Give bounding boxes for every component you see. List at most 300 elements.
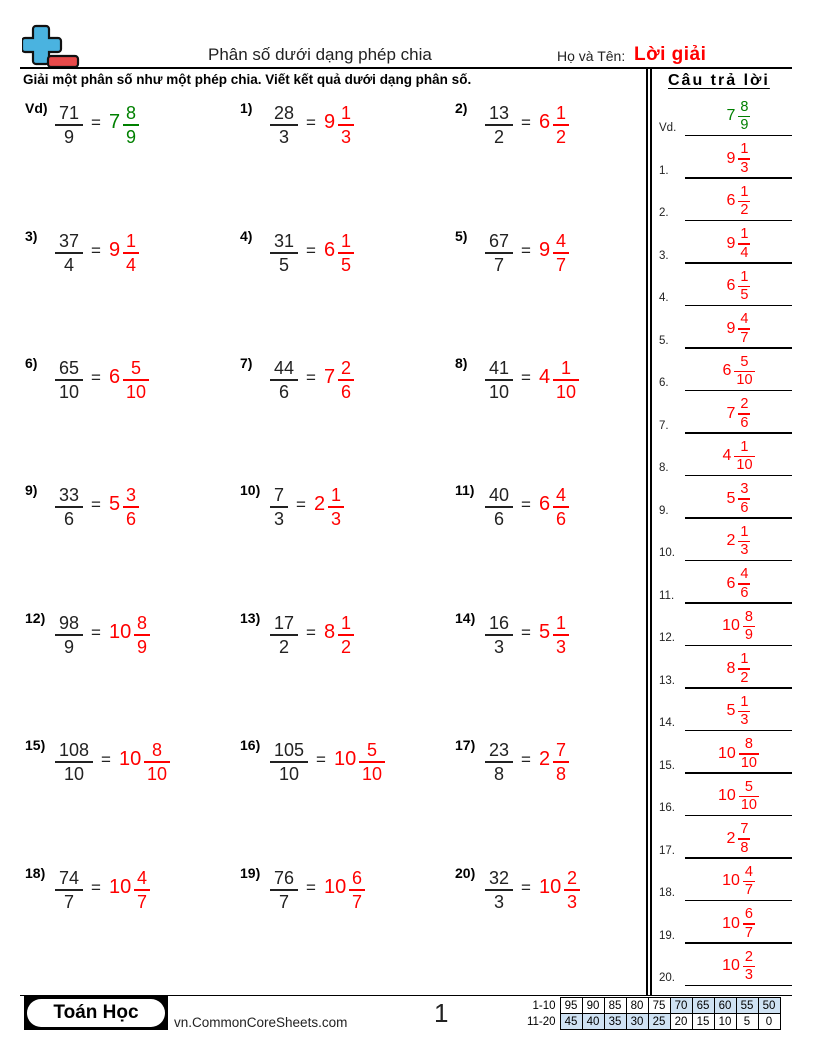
answer-row-label: 5. <box>659 334 669 347</box>
answer-row-label: 14. <box>659 717 675 729</box>
answer-whole: 2 <box>726 829 736 847</box>
fraction-bar <box>485 506 513 508</box>
answer-whole: 5 <box>539 621 551 643</box>
answer-denominator: 7 <box>744 882 753 898</box>
numerator: 17 <box>273 613 295 633</box>
problem-label: 14) <box>455 610 476 626</box>
answer-row <box>652 817 792 859</box>
score-cell: 65 <box>692 998 714 1014</box>
problem-label: 5) <box>455 228 468 244</box>
answer-whole: 4 <box>722 447 732 465</box>
answer-numerator: 1 <box>740 693 749 710</box>
fraction-bar <box>338 124 354 126</box>
answer-whole: 9 <box>726 149 736 167</box>
score-cell: 50 <box>758 998 780 1014</box>
answer-denominator: 10 <box>556 381 577 402</box>
answer-value <box>685 270 792 303</box>
answer-fraction <box>338 231 354 275</box>
fraction-bar <box>55 252 83 254</box>
answer-whole: 7 <box>726 404 736 422</box>
fraction-bar <box>270 889 298 891</box>
answer-denominator: 9 <box>137 636 148 657</box>
page-number: 1 <box>434 998 449 1028</box>
problem-label: 4) <box>240 228 253 244</box>
answer-value <box>685 397 792 430</box>
answer-denominator: 9 <box>740 117 749 133</box>
answer-whole: 10 <box>334 748 357 770</box>
answer-whole: 7 <box>726 107 736 125</box>
numerator: 23 <box>488 740 510 760</box>
denominator: 3 <box>493 636 504 657</box>
score-row-label: 11-20 <box>526 1015 556 1028</box>
equals-sign: = <box>91 878 101 897</box>
answer-fraction <box>739 737 759 770</box>
answer-numerator: 1 <box>740 651 749 668</box>
problem-label: 20) <box>455 865 476 881</box>
answer-row-label: 7. <box>659 419 669 432</box>
answer-fraction <box>338 358 354 402</box>
answer-denominator: 8 <box>556 763 567 784</box>
fraction-bar <box>55 889 83 891</box>
answer-row-label: 6. <box>659 377 669 389</box>
score-cell: 55 <box>736 998 758 1014</box>
answer-numerator: 2 <box>744 948 753 965</box>
answer-fraction <box>553 231 569 275</box>
problem-label: 9) <box>25 482 38 498</box>
fraction-bar <box>485 889 513 891</box>
answer-denominator: 2 <box>341 636 352 657</box>
answer-value <box>685 100 792 133</box>
fraction-bar <box>270 379 298 381</box>
answer-whole: 8 <box>726 659 736 677</box>
score-cell: 10 <box>714 1014 736 1030</box>
answer-value <box>685 525 792 558</box>
fraction-bar <box>338 634 354 636</box>
answer-numerator: 8 <box>152 740 163 760</box>
answer-row-label: 2. <box>659 207 669 219</box>
answer-fraction <box>738 227 750 260</box>
answer-whole: 9 <box>324 111 336 133</box>
fraction-bar <box>338 252 354 254</box>
fraction-bar <box>55 379 83 381</box>
score-cell: 95 <box>560 998 582 1014</box>
score-table <box>520 997 781 1030</box>
numerator: 65 <box>58 358 80 378</box>
answer-value <box>685 142 792 175</box>
answer-fraction <box>123 231 139 275</box>
answer-fraction <box>738 185 750 218</box>
answer-denominator: 3 <box>744 967 753 983</box>
fraction-bar <box>485 761 513 763</box>
answer-denominator: 9 <box>744 627 753 643</box>
denominator: 6 <box>278 381 289 402</box>
answer-panel-divider <box>646 68 648 996</box>
answer-fraction <box>134 868 150 912</box>
numerator: 98 <box>58 613 80 633</box>
answer-fraction <box>338 613 354 657</box>
fraction-bar <box>359 761 385 763</box>
score-cell: 60 <box>714 998 736 1014</box>
denominator: 7 <box>493 254 504 275</box>
equals-sign: = <box>316 750 326 769</box>
answer-whole: 6 <box>726 277 736 295</box>
problem-fraction <box>485 740 513 784</box>
fraction-bar <box>553 506 569 508</box>
denominator: 9 <box>63 636 74 657</box>
answer-row <box>652 732 792 774</box>
fraction-bar <box>55 124 83 126</box>
fraction-bar <box>270 761 308 763</box>
name-label: Họ và Tên: <box>557 48 626 64</box>
answer-numerator: 8 <box>137 613 148 633</box>
fraction-bar <box>55 761 93 763</box>
answer-whole: 6 <box>726 192 736 210</box>
equals-sign: = <box>91 113 101 132</box>
answer-row <box>652 902 792 944</box>
answer-whole: 7 <box>324 366 336 388</box>
instructions: Giải một phân số như một phép chia. Viết kết quả dưới dạng phân số. <box>23 72 472 87</box>
equals-sign: = <box>521 368 531 387</box>
answer-numerator: 8 <box>744 608 753 625</box>
answer-numerator: 4 <box>556 231 567 251</box>
answer-denominator: 3 <box>556 636 567 657</box>
answer-value <box>685 440 792 473</box>
score-cell: 35 <box>604 1014 626 1030</box>
answer-denominator: 3 <box>341 126 352 147</box>
answer-numerator: 8 <box>740 98 749 115</box>
answer-numerator: 2 <box>567 868 578 888</box>
answer-value <box>685 737 792 770</box>
answer-numerator: 1 <box>740 226 749 243</box>
answer-denominator: 10 <box>362 763 383 784</box>
answer-fraction <box>738 695 750 728</box>
score-cell: 15 <box>692 1014 714 1030</box>
answer-fraction <box>338 103 354 147</box>
answer-numerator: 1 <box>341 103 352 123</box>
problem-fraction <box>485 231 513 275</box>
problem-label: 15) <box>25 737 46 753</box>
problem-label: 19) <box>240 865 261 881</box>
answer-whole: 6 <box>722 362 732 380</box>
equals-sign: = <box>91 495 101 514</box>
equals-sign: = <box>521 878 531 897</box>
answer-fraction <box>328 485 344 529</box>
answer-fraction <box>734 355 754 388</box>
score-row <box>520 998 780 1014</box>
answer-whole: 10 <box>722 914 740 932</box>
numerator: 32 <box>488 868 510 888</box>
denominator: 4 <box>63 254 74 275</box>
answer-numerator: 3 <box>126 485 137 505</box>
answer-whole: 10 <box>324 876 347 898</box>
denominator: 10 <box>63 763 85 784</box>
score-cell: 80 <box>626 998 648 1014</box>
answer-blank-line <box>685 985 792 987</box>
answer-row-label: 8. <box>659 462 669 474</box>
score-cell: 40 <box>582 1014 604 1030</box>
answer-denominator: 4 <box>126 254 137 275</box>
answer-numerator: 8 <box>744 736 753 753</box>
answer-value <box>685 907 792 940</box>
problem-fraction <box>485 613 513 657</box>
answer-numerator: 5 <box>367 740 378 760</box>
answer-numerator: 7 <box>740 821 749 838</box>
equals-sign: = <box>521 623 531 642</box>
answer-fraction <box>743 610 755 643</box>
equals-sign: = <box>306 623 316 642</box>
answer-numerator: 5 <box>740 353 749 370</box>
fraction-bar <box>485 634 513 636</box>
numerator: 40 <box>488 485 510 505</box>
denominator: 8 <box>493 763 504 784</box>
answer-denominator: 6 <box>341 381 352 402</box>
equals-sign: = <box>306 241 316 260</box>
answer-whole: 9 <box>109 239 121 261</box>
answer-row <box>652 859 792 901</box>
answer-denominator: 2 <box>740 669 749 686</box>
answer-fraction <box>553 358 579 402</box>
answer-denominator: 10 <box>740 754 757 771</box>
answer-denominator: 6 <box>740 499 749 516</box>
score-cell: 70 <box>670 998 692 1014</box>
answer-row-label: 15. <box>659 759 675 772</box>
answer-denominator: 3 <box>740 542 749 558</box>
site-link[interactable]: vn.CommonCoreSheets.com <box>174 1015 348 1030</box>
numerator: 28 <box>273 103 295 123</box>
answer-value <box>685 950 792 983</box>
answer-numerator: 4 <box>137 868 148 888</box>
answer-numerator: 2 <box>341 358 352 378</box>
problem-fraction <box>485 358 513 402</box>
answer-whole: 5 <box>726 489 736 507</box>
answer-whole: 2 <box>539 748 551 770</box>
answer-whole: 10 <box>539 876 562 898</box>
problem-label: 1) <box>240 100 253 116</box>
problem-fraction <box>485 485 513 529</box>
answer-row <box>652 349 792 391</box>
answer-fraction <box>564 868 580 912</box>
answer-denominator: 10 <box>147 763 168 784</box>
score-cell: 75 <box>648 998 670 1014</box>
numerator: 16 <box>488 613 510 633</box>
answer-fraction <box>359 740 385 784</box>
answer-fraction <box>738 822 750 855</box>
answers-title: Câu trả lời <box>668 72 770 89</box>
answer-numerator: 2 <box>740 396 749 413</box>
numerator: 108 <box>58 740 90 760</box>
numerator: 71 <box>58 103 80 123</box>
answer-row-label: 12. <box>659 632 675 644</box>
answer-numerator: 6 <box>744 906 753 923</box>
answer-denominator: 10 <box>736 457 753 473</box>
answer-whole: 10 <box>109 621 132 643</box>
answer-denominator: 7 <box>744 924 753 941</box>
answer-row <box>652 222 792 264</box>
score-cell: 90 <box>582 998 604 1014</box>
answer-denominator: 8 <box>740 839 749 856</box>
problem-label: 10) <box>240 482 261 498</box>
answer-fraction <box>738 100 750 133</box>
denominator: 10 <box>278 763 300 784</box>
answer-fraction <box>553 103 569 147</box>
denominator: 10 <box>58 381 80 402</box>
answer-denominator: 3 <box>331 508 342 529</box>
answer-numerator: 8 <box>126 103 137 123</box>
numerator: 31 <box>273 231 295 251</box>
answer-value <box>685 780 792 813</box>
answer-numerator: 4 <box>740 311 749 328</box>
worksheet-title: Phân số dưới dạng phép chia <box>208 45 432 64</box>
answer-fraction <box>134 613 150 657</box>
problem-label: 16) <box>240 737 261 753</box>
equals-sign: = <box>521 241 531 260</box>
answer-row <box>652 604 792 646</box>
answer-fraction <box>123 358 149 402</box>
answer-numerator: 1 <box>740 523 749 540</box>
answer-whole: 10 <box>718 744 736 762</box>
answer-fraction <box>734 440 754 473</box>
problem-fraction <box>55 613 83 657</box>
answer-denominator: 7 <box>556 254 567 275</box>
answer-denominator: 5 <box>740 287 749 303</box>
denominator: 6 <box>63 508 74 529</box>
problem-fraction <box>55 740 93 784</box>
denominator: 9 <box>63 126 74 147</box>
answer-value <box>685 227 792 260</box>
answer-value <box>685 695 792 728</box>
score-cell: 85 <box>604 998 626 1014</box>
equals-sign: = <box>296 495 306 514</box>
problem-label: 12) <box>25 610 46 626</box>
answer-whole: 2 <box>726 532 736 550</box>
answer-whole: 7 <box>109 111 121 133</box>
answer-row-label: 16. <box>659 802 675 814</box>
answer-fraction <box>738 652 750 685</box>
denominator: 3 <box>493 891 504 912</box>
equals-sign: = <box>521 750 531 769</box>
answer-fraction <box>144 740 170 784</box>
answer-denominator: 10 <box>736 372 753 388</box>
answer-value <box>685 610 792 643</box>
answer-value <box>685 355 792 388</box>
answer-row-label: Vd. <box>659 122 677 134</box>
score-cell: 20 <box>670 1014 692 1030</box>
numerator: 37 <box>58 231 80 251</box>
answer-denominator: 9 <box>126 126 137 147</box>
equals-sign: = <box>306 368 316 387</box>
answer-fraction <box>738 482 750 515</box>
fraction-bar <box>123 379 149 381</box>
problem-label: 6) <box>25 355 38 371</box>
answer-denominator: 10 <box>126 381 147 402</box>
answer-value <box>685 652 792 685</box>
numerator: 13 <box>488 103 510 123</box>
answer-numerator: 4 <box>744 863 753 880</box>
answer-row-label: 19. <box>659 929 675 942</box>
fraction-bar <box>270 124 298 126</box>
fraction-bar <box>338 379 354 381</box>
answer-row-label: 20. <box>659 972 675 984</box>
denominator: 5 <box>278 254 289 275</box>
problem-fraction <box>55 231 83 275</box>
answer-numerator: 4 <box>740 566 749 583</box>
answer-whole: 6 <box>539 111 551 133</box>
fraction-bar <box>553 124 569 126</box>
answer-value <box>685 865 792 898</box>
score-cell: 45 <box>560 1014 582 1030</box>
problem-fraction <box>270 868 298 912</box>
fraction-bar <box>55 634 83 636</box>
fraction-bar <box>485 124 513 126</box>
answer-whole: 9 <box>539 239 551 261</box>
answer-denominator: 7 <box>352 891 363 912</box>
fraction-bar <box>134 634 150 636</box>
score-cell: 30 <box>626 1014 648 1030</box>
answer-whole: 10 <box>119 748 142 770</box>
answer-denominator: 6 <box>556 508 567 529</box>
answer-whole: 10 <box>722 872 740 890</box>
numerator: 67 <box>488 231 510 251</box>
fraction-bar <box>553 761 569 763</box>
answer-row-label: 13. <box>659 674 675 687</box>
answer-denominator: 7 <box>740 329 749 346</box>
answer-row <box>652 647 792 689</box>
answer-whole: 9 <box>726 319 736 337</box>
score-cell: 5 <box>736 1014 758 1030</box>
equals-sign: = <box>91 241 101 260</box>
score-row-label: 1-10 <box>532 999 556 1012</box>
answer-denominator: 3 <box>567 891 578 912</box>
answer-row <box>652 519 792 561</box>
answer-whole: 6 <box>539 493 551 515</box>
answer-fraction <box>738 270 750 303</box>
plus-minus-logo-icon <box>22 24 80 68</box>
fraction-bar <box>485 252 513 254</box>
equals-sign: = <box>521 495 531 514</box>
answer-denominator: 4 <box>740 244 749 261</box>
answer-fraction <box>349 868 365 912</box>
answer-row <box>652 944 792 986</box>
fraction-bar <box>349 889 365 891</box>
answer-row-label: 9. <box>659 504 669 517</box>
name-value: Lời giải <box>634 44 707 65</box>
problem-fraction <box>270 231 298 275</box>
answer-row-label: 10. <box>659 547 675 559</box>
fraction-bar <box>134 889 150 891</box>
answer-fraction <box>739 780 759 813</box>
answer-whole: 10 <box>109 876 132 898</box>
denominator: 3 <box>273 508 284 529</box>
answer-whole: 5 <box>726 702 736 720</box>
problem-label: 18) <box>25 865 46 881</box>
problem-fraction <box>485 868 513 912</box>
answer-denominator: 10 <box>740 797 757 813</box>
answer-value <box>685 567 792 600</box>
fraction-bar <box>328 506 344 508</box>
answer-whole: 2 <box>314 493 326 515</box>
problem-fraction <box>485 103 513 147</box>
numerator: 7 <box>273 485 284 505</box>
answer-fraction <box>743 907 755 940</box>
answer-fraction <box>738 142 750 175</box>
numerator: 33 <box>58 485 80 505</box>
answer-denominator: 6 <box>740 584 749 601</box>
fraction-bar <box>270 252 298 254</box>
answer-fraction <box>743 950 755 983</box>
answer-numerator: 1 <box>331 485 342 505</box>
equals-sign: = <box>101 750 111 769</box>
answer-numerator: 5 <box>131 358 142 378</box>
